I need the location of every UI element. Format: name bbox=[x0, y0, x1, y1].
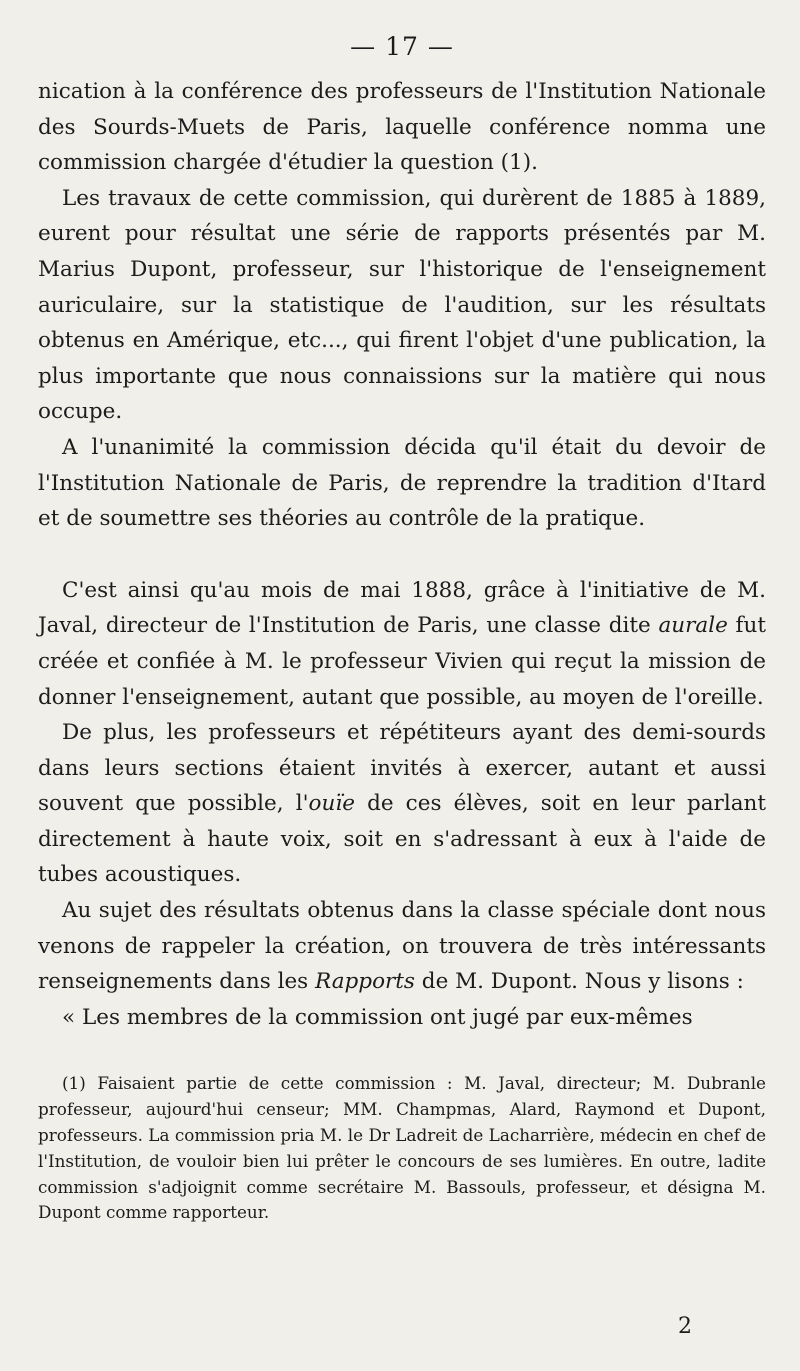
italic-term-aurale: aurale bbox=[658, 613, 728, 639]
paragraph-unanimity: A l'unanimité la commission décida qu'il était du devoir de l'Institution Nationale de Paris, de reprendre la tradition d'Itard et de soumettre ses théories au contrôle de la pratique. bbox=[38, 434, 766, 532]
signature-mark: 2 bbox=[678, 1314, 692, 1339]
text-run: fut créée et confiée à M. le professeur Vivien qui reçut la mission de donner l'enseignement, autant que possible, au moyen de l'oreille. bbox=[38, 613, 766, 710]
paragraph-teachers bbox=[38, 715, 766, 893]
paragraph-quote-start: « Les membres de la commission ont jugé par eux-mêmes bbox=[62, 1004, 693, 1030]
text-run: de ces élèves, soit en leur parlant directement à haute voix, soit en s'adressant à eux à l'aide de tubes acoustiques. bbox=[38, 791, 766, 888]
paragraph-commission-work: Les travaux de cette commission, qui durèrent de 1885 à 1889, eurent pour résultat une série de rapports présentés par M. Marius Dupont, professeur, sur l'historique de l'enseignement auriculaire, sur la statistique de l'audition, sur les résultats obtenus en Amérique, etc..., qui firent l'objet d'une publication, la plus importante que nous connaissions sur la matière qui nous occupe. bbox=[38, 185, 766, 425]
footnotes bbox=[38, 1071, 766, 1226]
paragraph-continuation: nication à la conférence des professeurs de l'Institution Nationale des Sourds-Muets de Paris, laquelle conférence nomma une commission chargée d'étudier la question (1). bbox=[38, 79, 766, 176]
body-text bbox=[38, 74, 766, 1035]
paragraph-aural-class bbox=[38, 573, 766, 715]
paragraph-results bbox=[38, 893, 766, 1000]
page-number: — 17 — bbox=[350, 32, 454, 61]
italic-term-rapports: Rapports bbox=[315, 969, 415, 995]
footnote-1: (1) Faisaient partie de cette commission : M. Javal, directeur; M. Dubranle professeur, aujourd'hui censeur; MM. Champmas, Alard, Raymond et Dupont, professeurs. La commission pria M. le Dr Ladreit de Lacharrière, médecin en chef de l'Institution, de vouloir bien lui prêter le concours de ses lumières. En outre, ladite commission s'adjoignit comme secrétaire M. Bassouls, professeur, et désigna M. Dupont comme rapporteur. bbox=[38, 1073, 766, 1223]
text-run: Au sujet des résultats obtenus dans la classe spéciale dont nous venons de rappeler la création, on trouvera de très intéressants renseignements dans les bbox=[38, 898, 766, 995]
text-run: C'est ainsi qu'au mois de mai 1888, grâce à l'initiative de M. Javal, directeur de l'Institution de Paris, une classe dite bbox=[38, 577, 766, 639]
italic-term-ouie: ouïe bbox=[308, 791, 355, 817]
text-run: de M. Dupont. Nous y lisons : bbox=[414, 969, 744, 995]
text-run: De plus, les professeurs et répétiteurs ayant des demi-sourds dans leurs sections étaient invités à exercer, autant et aussi souvent que possible, l' bbox=[38, 720, 766, 817]
